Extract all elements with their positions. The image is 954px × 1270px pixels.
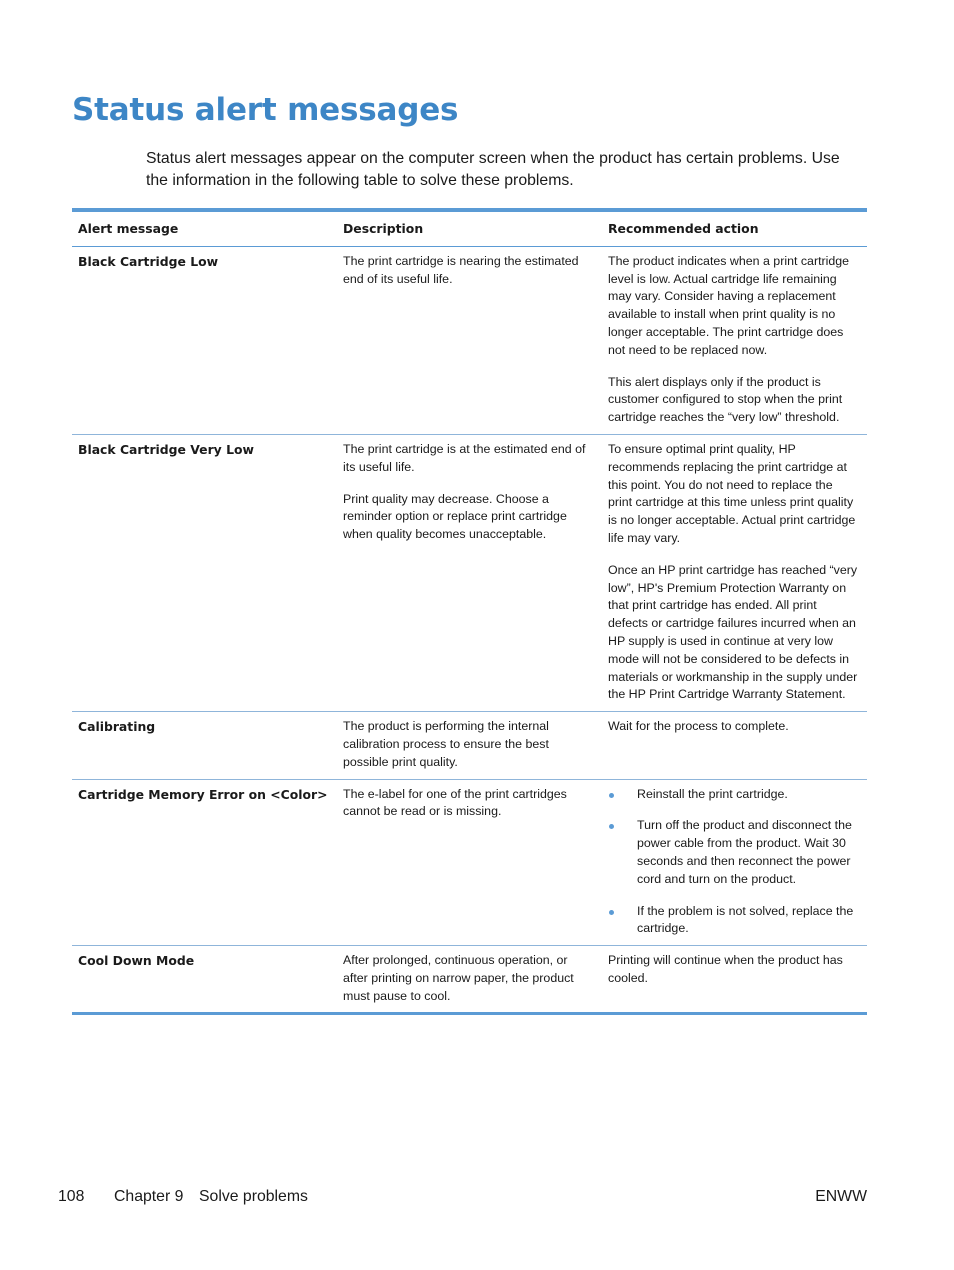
alert-message-name: Black Cartridge Very Low	[78, 441, 254, 457]
description-text: The product is performing the internal calibration process to ensure the best possible print quality.	[343, 719, 549, 769]
description-cell	[337, 434, 602, 711]
alert-message-cell	[72, 712, 337, 779]
action-bullet-text: Reinstall the print cartridge.	[637, 786, 788, 801]
action-cell	[602, 434, 867, 711]
alert-message-name: Black Cartridge Low	[78, 253, 219, 269]
description-cell	[337, 712, 602, 779]
alert-message-cell	[72, 779, 337, 946]
header-description: Description	[343, 221, 424, 236]
description-text: The print cartridge is at the estimated end of its useful life.	[343, 441, 586, 474]
header-alert-message: Alert message	[78, 221, 179, 236]
alert-message-cell	[72, 434, 337, 711]
bullet-icon	[609, 910, 614, 915]
action-cell	[602, 779, 867, 946]
action-bullet-text: If the problem is not solved, replace the cartridge.	[637, 903, 854, 936]
action-bullet-list	[608, 786, 859, 939]
page-title: Status alert messages	[72, 92, 459, 128]
action-text: Wait for the process to complete.	[608, 719, 789, 734]
action-bullet-text: Turn off the product and disconnect the power cable from the product. Wait 30 seconds and then reconnect the power cord and turn on the product.	[637, 818, 852, 886]
footer-locale-code: ENWW	[815, 1188, 867, 1205]
bullet-icon	[609, 824, 614, 829]
table-row	[72, 712, 867, 779]
table-header-row	[72, 210, 867, 246]
action-text: The product indicates when a print cartridge level is low. Actual cartridge life remaining may vary. Consider having a replacement available to install when print quality is no longer acceptable. The print cartridge does not need to be replaced now.	[608, 253, 850, 357]
page-footer	[58, 1188, 867, 1210]
description-cell	[337, 946, 602, 1014]
description-text: Print quality may decrease. Choose a reminder option or replace print cartridge when quality becomes unacceptable.	[343, 491, 567, 542]
action-cell	[602, 712, 867, 779]
description-cell	[337, 246, 602, 434]
table-row	[72, 946, 867, 1014]
footer-chapter: Chapter 9	[114, 1188, 184, 1205]
action-cell	[602, 246, 867, 434]
action-bullet-item	[608, 817, 859, 888]
description-cell	[337, 779, 602, 946]
alert-message-name: Cartridge Memory Error on <Color>	[78, 786, 328, 802]
table-row	[72, 246, 867, 434]
action-text: This alert displays only if the product is customer configured to stop when the print cartridge reaches the “very low” threshold.	[608, 374, 843, 425]
action-text: Once an HP print cartridge has reached “very low”, HP's Premium Protection Warranty on that print cartridge has ended. All print defects or cartridge failures incurred when an HP supply is used in continue at very low mode will not be considered to be defects in materials or workmanship in the supply under the HP Print Cartridge Warranty Statement.	[608, 562, 858, 702]
description-text: After prolonged, continuous operation, or after printing on narrow paper, the product must pause to cool.	[343, 953, 574, 1003]
intro-paragraph: Status alert messages appear on the computer screen when the product has certain problems. Use the information in the following table to solve these problems.	[146, 150, 840, 189]
action-text: To ensure optimal print quality, HP recommends replacing the print cartridge at this point. You do not need to replace the print cartridge at this time unless print quality is no longer acceptable. Actual print cartridge life may vary.	[608, 441, 856, 545]
footer-section-title: Solve problems	[199, 1188, 308, 1205]
header-recommended-action: Recommended action	[608, 221, 759, 236]
action-text: Printing will continue when the product has cooled.	[608, 953, 843, 985]
description-text: The e-label for one of the print cartridges cannot be read or is missing.	[343, 786, 567, 819]
bullet-icon	[609, 793, 614, 798]
table-row	[72, 434, 867, 711]
alert-message-cell	[72, 246, 337, 434]
table-row	[72, 779, 867, 946]
description-text: The print cartridge is nearing the estimated end of its useful life.	[343, 253, 579, 286]
action-bullet-item	[608, 903, 859, 939]
footer-page-number: 108	[58, 1188, 85, 1205]
alert-message-cell	[72, 946, 337, 1014]
action-cell	[602, 946, 867, 1014]
alert-message-name: Calibrating	[78, 719, 156, 735]
alert-message-name: Cool Down Mode	[78, 953, 195, 969]
action-bullet-item	[608, 786, 859, 804]
status-alert-table	[72, 208, 867, 1015]
